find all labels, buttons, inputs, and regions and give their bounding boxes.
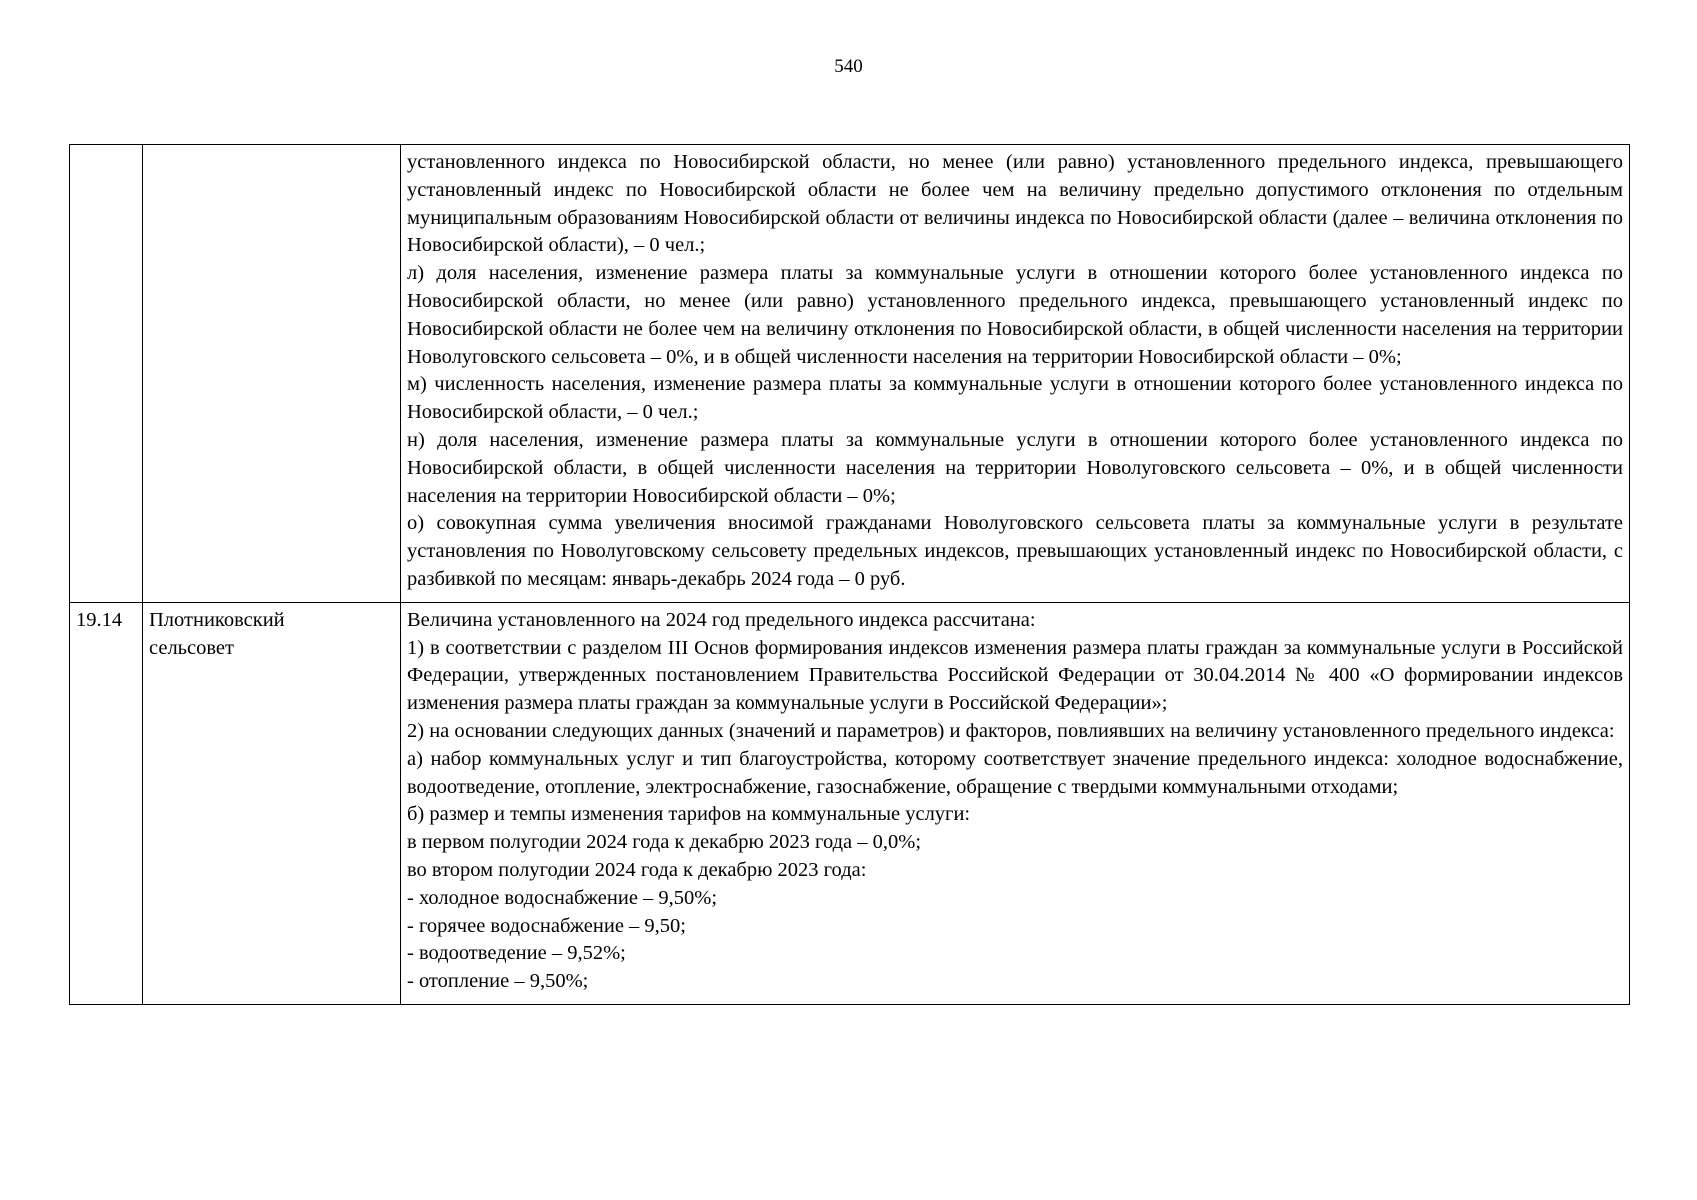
paragraph: 1) в соответствии с разделом III Основ формирования индексов изменения размера платы граждан за коммунальные услуги в Российской Федерации, утвержденных постановлением Правительства Российской Федерации от 30.04.2014 № 400 «О формировании индексов изменения размера платы граждан за коммунальные услуги в Российской Федерации»;	[407, 636, 1623, 715]
paragraph: Величина установленного на 2024 год предельного индекса рассчитана:	[407, 608, 1036, 631]
paragraph: - холодное водоснабжение – 9,50%;	[407, 886, 718, 909]
paragraph: б) размер и темпы изменения тарифов на коммунальные услуги:	[407, 803, 971, 826]
table-row	[70, 602, 1630, 1004]
paragraph: установленного индекса по Новосибирской области, но менее (или равно) установленного предельного индекса, превышающего установленный индекс по Новосибирской области не более чем на величину предельно допустимого отклонения по отдельным муниципальным образованиям Новосибирской области от величины индекса по Новосибирской области (далее – величина отклонения по Новосибирской области), – 0 чел.;	[407, 151, 1623, 257]
table-row	[70, 145, 1630, 603]
paragraph: в первом полугодии 2024 года к декабрю 2023 года – 0,0%;	[407, 831, 922, 854]
content-cell	[401, 602, 1630, 1004]
paragraph: - горячее водоснабжение – 9,50;	[407, 914, 686, 937]
paragraph: - водоотведение – 9,52%;	[407, 942, 626, 965]
settlement-name-cell	[143, 145, 401, 603]
paragraph: 2) на основании следующих данных (значений и параметров) и факторов, повлиявших на величину установленного предельного индекса:	[407, 719, 1615, 742]
page-number: 540	[834, 56, 863, 77]
paragraph: м) численность населения, изменение размера платы за коммунальные услуги в отношении которого более установленного индекса по Новосибирской области, – 0 чел.;	[407, 373, 1623, 424]
paragraph: - отопление – 9,50%;	[407, 970, 589, 993]
settlement-name-cell	[143, 602, 401, 1004]
content-cell	[401, 145, 1630, 603]
paragraph: а) набор коммунальных услуг и тип благоустройства, которому соответствует значение предельного индекса: холодное водоснабжение, водоотведение, отопление, электроснабжение, газоснабжение, обращение с твердыми коммунальными отходами;	[407, 747, 1623, 798]
document-table	[69, 144, 1630, 1005]
settlement-name-line: Плотниковский	[149, 608, 285, 631]
paragraph: н) доля населения, изменение размера платы за коммунальные услуги в отношении которого более установленного индекса по Новосибирской области, в общей численности населения на территории Новолуговского сельсовета – 0%, и в общей численности населения на территории Новосибирской области – 0%;	[407, 428, 1623, 507]
settlement-name-line: сельсовет	[149, 636, 234, 659]
paragraph: л) доля населения, изменение размера платы за коммунальные услуги в отношении которого более установленного индекса по Новосибирской области, но менее (или равно) установленного предельного индекса, превышающего установленный индекс по Новосибирской области не более чем на величину отклонения по Новосибирской области, в общей численности населения на территории Новолуговского сельсовета – 0%, и в общей численности населения на территории Новосибирской области – 0%;	[407, 262, 1623, 368]
row-number-cell	[70, 145, 143, 603]
row-number-cell: 19.14	[70, 602, 143, 1004]
paragraph: во втором полугодии 2024 года к декабрю 2023 года:	[407, 858, 867, 881]
paragraph: о) совокупная сумма увеличения вносимой гражданами Новолуговского сельсовета платы за коммунальные услуги в результате установления по Новолуговскому сельсовету предельных индексов, превышающих установленный индекс по Новосибирской области, с разбивкой по месяцам: январь-декабрь 2024 года – 0 руб.	[407, 512, 1623, 590]
